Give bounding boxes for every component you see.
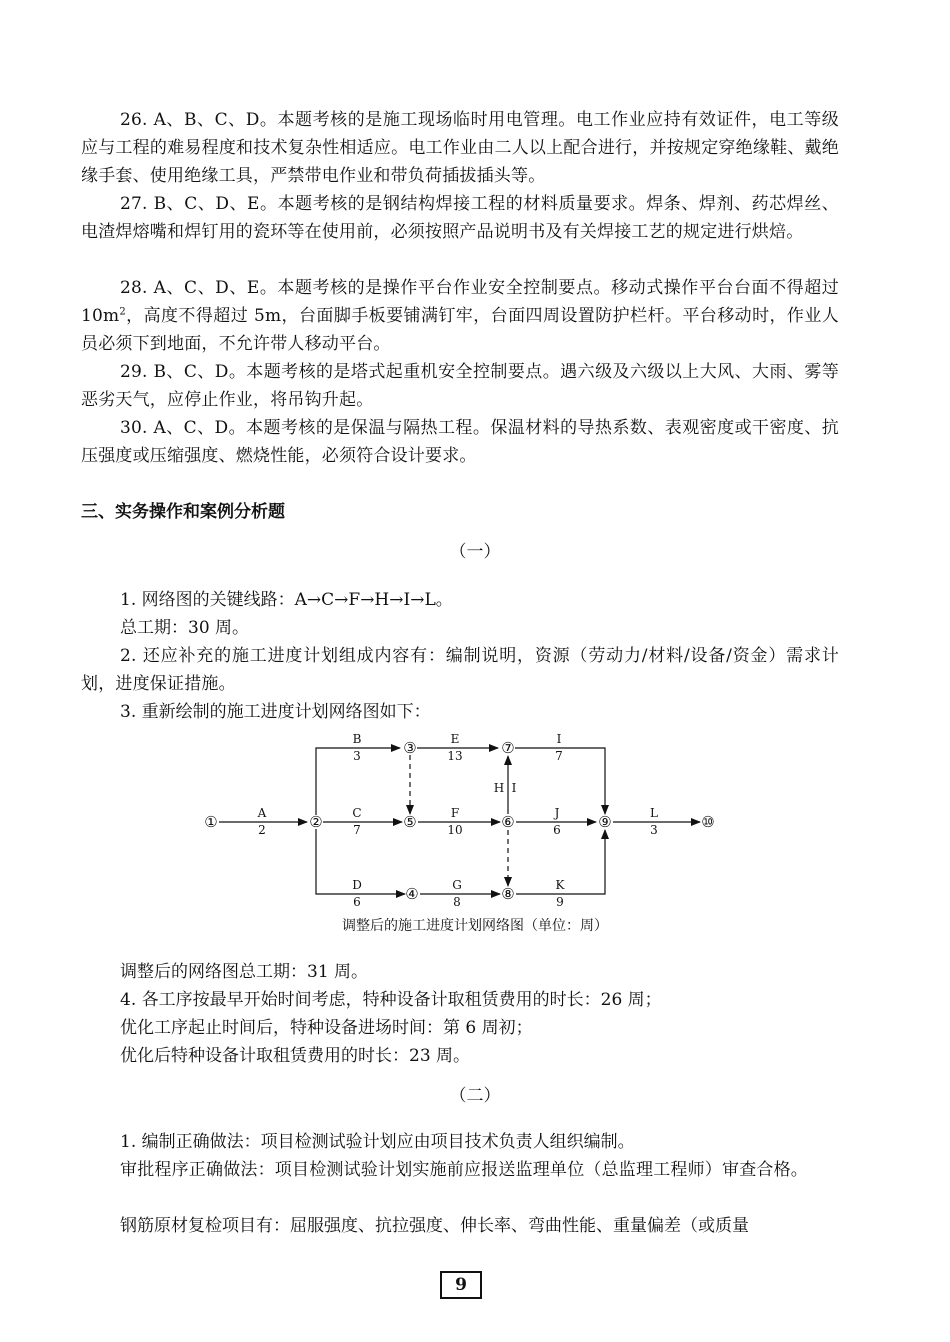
duration-f: 10 [447, 823, 463, 837]
duration-k: 9 [556, 895, 564, 909]
node-9: ⑨ [598, 813, 612, 831]
answer-28-part2: ，高度不得超过 5m，台面脚手板要铺满钉牢，台面四周设置防护栏杆。平台移动时，作业人员必须下到地面，不允许带人移动平台。 [81, 306, 839, 354]
duration-c: 7 [353, 823, 361, 837]
plan-preparation-line: 1. 编制正确做法：项目检测试验计划应由项目技术负责人组织编制。 [120, 1132, 635, 1152]
duration-g: 8 [453, 895, 461, 909]
duration-a: 2 [258, 823, 266, 837]
label-i-duration-marker: I [511, 781, 517, 795]
node-10: ⑩ [701, 813, 715, 831]
total-duration-line: 总工期：30 周。 [120, 618, 250, 638]
node-4: ④ [405, 885, 419, 903]
adjusted-duration-line: 调整后的网络图总工期：31 周。 [120, 962, 369, 982]
answer-29: 29. B、C、D。本题考核的是塔式起重机安全控制要点。遇六级及六级以上大风、大雨、雾等恶劣天气，应停止作业，将吊钩升起。 [81, 362, 839, 410]
network-diagram [195, 733, 725, 913]
section-heading: 三、实务操作和案例分析题 [81, 502, 285, 522]
duration-e: 13 [447, 749, 463, 763]
duration-i: 7 [555, 749, 563, 763]
label-d: D [352, 878, 362, 892]
page-number: 9 [440, 1271, 482, 1299]
label-e: E [450, 733, 460, 746]
equipment-entry-line: 优化工序起止时间后，特种设备进场时间：第 6 周初； [120, 1018, 533, 1038]
duration-d: 6 [353, 895, 361, 909]
answer-28-part1: 28. A、C、D、E。本题考核的是操作平台作业安全控制要点。移动式操作平台台面不得超过 10m [81, 278, 839, 326]
duration-b: 3 [353, 749, 361, 763]
diagram-caption: 调整后的施工进度计划网络图（单位：周） [342, 918, 608, 934]
approval-procedure-paragraph: 审批程序正确做法：项目检测试验计划实施前应报送监理单位（总监理工程师）审查合格。 [120, 1160, 808, 1180]
case-1-title: （一） [449, 542, 501, 562]
optimized-rental-line: 优化后特种设备计取租赁费用的时长：23 周。 [120, 1046, 471, 1066]
network-intro-line: 3. 重新绘制的施工进度计划网络图如下： [120, 702, 431, 722]
label-h: H [493, 781, 505, 795]
label-i: I [556, 733, 562, 746]
schedule-content-paragraph: 2. 还应补充的施工进度计划组成内容有：编制说明，资源（劳动力/材料/设备/资金）需求计划，进度保证措施。 [81, 646, 839, 694]
label-j: J [554, 806, 560, 820]
node-7: ⑦ [501, 739, 515, 757]
node-6: ⑥ [501, 813, 515, 831]
answer-28 [81, 274, 839, 358]
label-k: K [555, 878, 565, 892]
rental-duration-line: 4. 各工序按最早开始时间考虑，特种设备计取租赁费用的时长：26 周； [120, 990, 662, 1010]
superscript-2: 2 [119, 306, 126, 318]
label-g: G [452, 878, 462, 892]
node-8: ⑧ [501, 885, 515, 903]
label-l: L [650, 806, 658, 820]
label-b: B [352, 733, 362, 746]
duration-j: 6 [553, 823, 561, 837]
answer-27: 27. B、C、D、E。本题考核的是钢结构焊接工程的材料质量要求。焊条、焊剂、药芯焊丝、电渣焊熔嘴和焊钉用的瓷环等在使用前，必须按照产品说明书及有关焊接工艺的规定进行烘焙。 [81, 194, 839, 242]
answer-26: 26. A、B、C、D。本题考核的是施工现场临时用电管理。电工作业应持有效证件，电工等级应与工程的难易程度和技术复杂性相适应。电工作业由二人以上配合进行，并按规定穿绝缘鞋、戴绝缘手套、使用绝缘工具，严禁带电作业和带负荷插拔插头等。 [81, 110, 839, 186]
node-5: ⑤ [403, 813, 417, 831]
duration-l: 3 [650, 823, 658, 837]
label-c: C [352, 806, 362, 820]
answer-30: 30. A、C、D。本题考核的是保温与隔热工程。保温材料的导热系数、表观密度或干密度、抗压强度或压缩强度、燃烧性能，必须符合设计要求。 [81, 418, 839, 466]
critical-path-line: 1. 网络图的关键线路：A→C→F→H→I→L。 [120, 590, 453, 610]
label-f: F [450, 806, 460, 820]
node-2: ② [309, 813, 323, 831]
node-3: ③ [403, 739, 417, 757]
node-1: ① [204, 813, 218, 831]
label-a: A [257, 806, 267, 820]
rebar-retest-line: 钢筋原材复检项目有：屈服强度、抗拉强度、伸长率、弯曲性能、重量偏差（或质量 [120, 1216, 749, 1236]
case-2-title: （二） [449, 1086, 501, 1106]
